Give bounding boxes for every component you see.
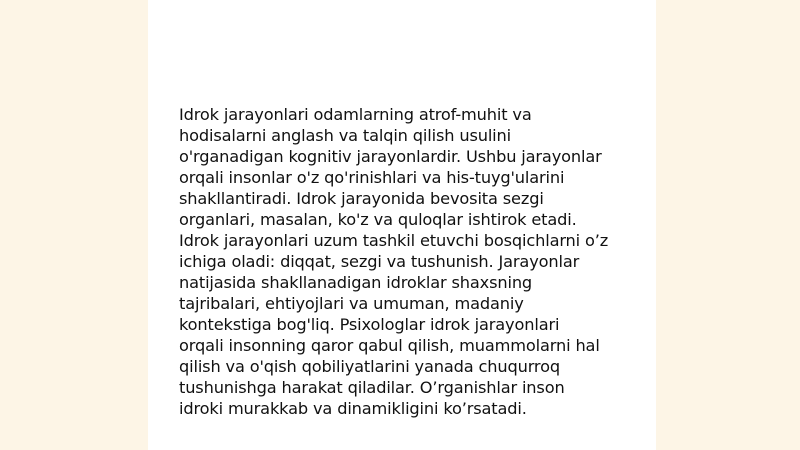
paragraph-line-3: o'rganadigan kognitiv jarayonlardir. Ushbu jarayonlar [179,147,602,166]
paragraph-line-6: organlari, masalan, ko'z va quloqlar ishtirok etadi. [179,210,577,229]
paragraph-line-15: idroki murakkab va dinamikligini ko’rsatadi. [179,399,527,418]
paragraph-line-1: Idrok jarayonlari odamlarning atrof-muhit va [179,105,532,124]
paragraph-line-4: orqali insonlar o'z qo'rinishlari va his-tuyg'ularini [179,168,565,187]
paragraph-line-2: hodisalarni anglash va talqin qilish usulini [179,126,511,145]
paragraph-line-10: tajribalari, ehtiyojlari va umuman, madaniy [179,294,524,313]
paragraph-line-5: shakllantiradi. Idrok jarayonida bevosita sezgi [179,189,544,208]
paragraph-line-9: natijasida shakllanadigan idroklar shaxsning [179,273,533,292]
paragraph-line-13: qilish va o'qish qobiliyatlarini yanada chuqurroq [179,357,560,376]
body-paragraph [179,104,639,419]
paragraph-line-7: Idrok jarayonlari uzum tashkil etuvchi bosqichlarni o’z [179,231,609,250]
paragraph-line-14: tushunishga harakat qiladilar. O’rganishlar inson [179,378,565,397]
paragraph-line-8: ichiga oladi: diqqat, sezgi va tushunish. Jarayonlar [179,252,580,271]
paragraph-line-11: kontekstiga bog'liq. Psixologlar idrok jarayonlari [179,315,560,334]
document-page [148,0,656,450]
paragraph-line-12: orqali insonning qaror qabul qilish, muammolarni hal [179,336,600,355]
